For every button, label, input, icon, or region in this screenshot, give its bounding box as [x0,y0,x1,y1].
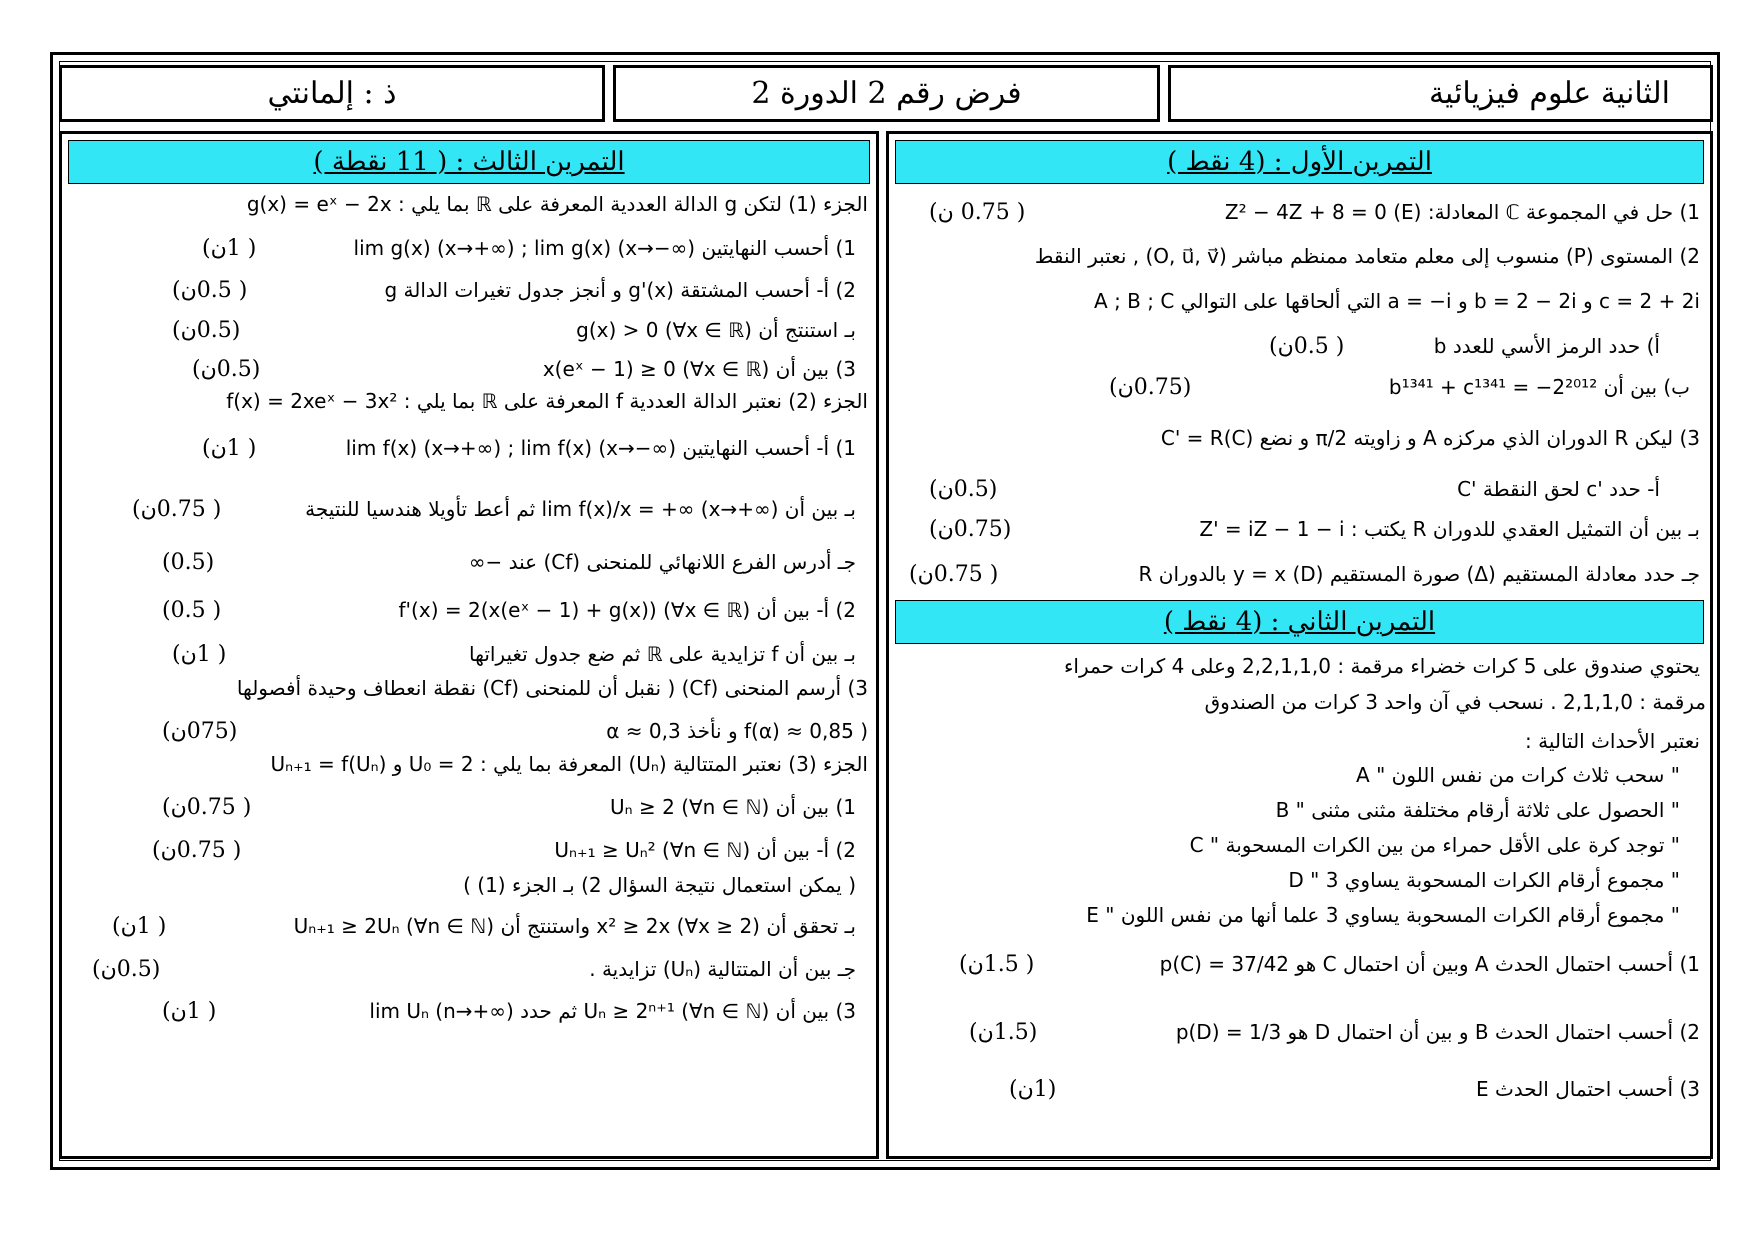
right-column [886,131,1713,1159]
ex1-q2b-points: (0.75ن) [1109,374,1192,400]
ex2-intro-line-1: يحتوي صندوق على 5 كرات خضراء مرقمة : 2,2,1,1,0 وعلى 4 كرات حمراء [1064,654,1700,678]
ex1-q3c-points: ( 0.75ن) [909,561,999,587]
ex1-question-3b: بـ بين أن التمثيل العقدي للدوران R يكتب : Z' = iZ − 1 − i (0.75ن) [929,516,1700,542]
ex1-points-labels: A ; B ; C التي ألحاقها على التوالي a = −i و b = 2 − 2i و c = 2 + 2i [1094,289,1700,313]
ex3-p1-question-1: 1) أحسب النهايتين lim g(x) (x→+∞) ; lim g(x) (x→−∞) ( 1ن) [202,235,856,261]
ex2-q2-points: (1.5ن) [969,1019,1038,1045]
header-class-box [1168,65,1713,122]
ex3-p1q2a-points: ( 0.5ن) [172,277,248,303]
ex2-q3-points: (1ن) [1009,1076,1057,1102]
header-teacher-box [59,65,605,122]
ex3-p2-question-3: 3) أرسم المنحنى (Cf) ( نقبل أن للمنحنى (Cf) نقطة انعطاف وحيدة أفصولها [236,676,868,700]
ex1-question-3: 3) ليكن R الدوران الذي مركزه A و زاويته π/2 و نضع C' = R(C) [1160,426,1700,450]
ex1-q3a-points: (0.5ن) [929,476,998,502]
ex1-question-3c: جـ حدد معادلة المستقيم (Δ) صورة المستقيم (D) y = x بالدوران R ( 0.75ن) [909,561,1700,587]
ex3-p1-question-2b: بـ استنتج أن g(x) > 0 (∀x ∈ ℝ) (0.5ن) [172,317,856,343]
ex2-event-C: C " توجد كرة على الأقل حمراء من بين الكرات المسحوبة " [1189,833,1680,857]
exercise-3-title-bar [68,140,870,184]
ex3-p2-question-1a: 1) أ- أحسب النهايتين lim f(x) (x→+∞) ; lim f(x) (x→−∞) ( 1ن) [202,435,856,461]
ex3-p3-question-2a: 2) أ- بين أن Uₙ₊₁ ≥ Uₙ² (∀n ∈ ℕ) ( 0.75ن) [152,837,856,863]
exercise-2-title: التمرين الثاني : (4 نقط ) [1163,607,1436,637]
ex3-p3q2c-points: (0.5ن) [92,956,161,982]
ex3-p2-question-3-cont: α ≈ 0,3 و نأخذ f(α) ≈ 0,85 ) (075ن) [162,718,868,744]
ex2-question-1: 1) أحسب احتمال الحدث A وبين أن احتمال C هو p(C) = 37/42 ( 1.5ن) [959,951,1700,977]
ex3-p3-question-2b: بـ تحقق أن x² ≥ 2x (∀x ≥ 2) واستنتج أن Uₙ₊₁ ≥ 2Uₙ (∀n ∈ ℕ) ( 1ن) [112,913,856,939]
ex3-p3-question-3: 3) بين أن Uₙ ≥ 2ⁿ⁺¹ (∀n ∈ ℕ) ثم حدد lim Uₙ (n→+∞) ( 1ن) [162,998,856,1024]
ex3-p3-question-2c: جـ بين أن المتتالية (Uₙ) تزايدية . (0.5ن) [92,956,856,982]
ex3-p3-question-1: 1) بين أن Uₙ ≥ 2 (∀n ∈ ℕ) ( 0.75ن) [162,794,856,820]
exercise-3-title: التمرين الثالث : ( 11 نقطة ) [313,147,625,177]
ex1-q2a-points: ( 0.5ن) [1269,333,1345,359]
ex3-p3q2a-points: ( 0.75ن) [152,837,242,863]
ex3-p2q1c-points: (0.5) [162,549,215,575]
ex2-event-D: D " مجموع أرقام الكرات المسحوبة يساوي 3 " [1288,868,1680,892]
ex1-question-2: 2) المستوى (P) منسوب إلى معلم متعامد ممنظم مباشر (O, u⃗, v⃗) , نعتبر النقط [1034,244,1700,268]
header-exam-box [613,65,1160,122]
ex2-events-heading: نعتبر الأحداث التالية : [1525,729,1700,753]
ex3-p2q2a-points: ( 0.5) [162,597,222,623]
exam-frame [50,52,1720,1170]
ex2-event-A: A " سحب ثلاث كرات من نفس اللون " [1356,763,1680,787]
ex3-p2q1a-points: ( 1ن) [202,435,257,461]
left-column [59,131,879,1159]
ex3-p1-question-3: 3) بين أن x(eˣ − 1) ≥ 0 (∀x ∈ ℝ) (0.5ن) [192,356,856,382]
ex3-part-2-intro: الجزء (2) نعتبر الدالة العددية f المعرفة على ℝ بما يلي : f(x) = 2xeˣ − 3x² [226,389,868,413]
ex2-q1-points: ( 1.5ن) [959,951,1035,977]
ex3-p1q3-points: (0.5ن) [192,356,261,382]
ex3-p3q1-points: ( 0.75ن) [162,794,252,820]
ex2-question-2: 2) أحسب احتمال الحدث B و بين أن احتمال D هو p(D) = 1/3 (1.5ن) [969,1019,1700,1045]
teacher-name: ذ : إلمانتي [267,76,397,111]
exam-title: فرض رقم 2 الدورة 2 [751,76,1022,111]
ex3-p1q1-points: ( 1ن) [202,235,257,261]
exercise-1-title: التمرين الأول : (4 نقط ) [1167,147,1432,177]
ex3-p3q3-points: ( 1ن) [162,998,217,1024]
ex3-p3q2b-points: ( 1ن) [112,913,167,939]
exercise-2-title-bar [895,600,1704,644]
ex1-q1-points: ( 0.75 ن) [929,199,1026,225]
ex3-p2-question-2a: 2) أ- بين أن f'(x) = 2(x(eˣ − 1) + g(x)) (∀x ∈ ℝ) ( 0.5) [162,597,856,623]
ex3-p3-hint: ( يمكن استعمال نتيجة السؤال 2) بـ الجزء (1) ) [463,873,856,897]
ex1-question-3a: أ- حدد 'c لحق النقطة 'C (0.5ن) [929,476,1660,502]
ex3-p1-question-2a: 2) أ- أحسب المشتقة g'(x) و أنجز جدول تغيرات الدالة g ( 0.5ن) [172,277,856,303]
ex1-question-2b: ب) بين أن b¹³⁴¹ + c¹³⁴¹ = −2²⁰¹² (0.75ن) [1109,374,1690,400]
ex3-p2-question-2b: بـ بين أن f تزايدية على ℝ ثم ضع جدول تغيراتها ( 1ن) [172,641,856,667]
ex1-q3b-points: (0.75ن) [929,516,1012,542]
ex3-part-1-intro: الجزء (1) لتكن g الدالة العددية المعرفة على ℝ بما يلي : g(x) = eˣ − 2x [246,192,868,216]
ex3-p2q1b-points: ( 0.75ن) [132,496,222,522]
ex1-question-2a: أ) حدد الرمز الأسي للعدد b ( 0.5ن) [1269,333,1660,359]
ex3-p2-question-1c: جـ أدرس الفرع اللانهائي للمنحنى (Cf) عند −∞ (0.5) [162,549,856,575]
ex2-intro-line-2: مرقمة : 2,1,1,0 . نسحب في آن واحد 3 كرات من الصندوق [1204,690,1706,714]
ex1-question-1: 1) حل في المجموعة ℂ المعادلة: Z² − 4Z + 8 = 0 (E) ( 0.75 ن) [929,199,1700,225]
ex2-question-3: 3) أحسب احتمال الحدث E (1ن) [1009,1076,1700,1102]
ex3-p1q2b-points: (0.5ن) [172,317,241,343]
ex3-p2q3-points: (075ن) [162,718,238,744]
ex3-part-3-intro: الجزء (3) نعتبر المتتالية (Uₙ) المعرفة بما يلي : U₀ = 2 و Uₙ₊₁ = f(Uₙ) [270,752,868,776]
ex2-event-E: E " مجموع أرقام الكرات المسحوبة يساوي 3 علما أنها من نفس اللون " [1086,903,1680,927]
class-name: الثانية علوم فيزيائية [1428,76,1670,111]
exercise-1-title-bar [895,140,1704,184]
ex2-event-B: B " الحصول على ثلاثة أرقام مختلفة مثنى مثنى " [1275,798,1680,822]
ex3-p2q2b-points: ( 1ن) [172,641,227,667]
ex3-p2-question-1b: بـ بين أن lim f(x)/x = +∞ (x→+∞) ثم أعط تأويلا هندسيا للنتيجة ( 0.75ن) [132,496,856,522]
